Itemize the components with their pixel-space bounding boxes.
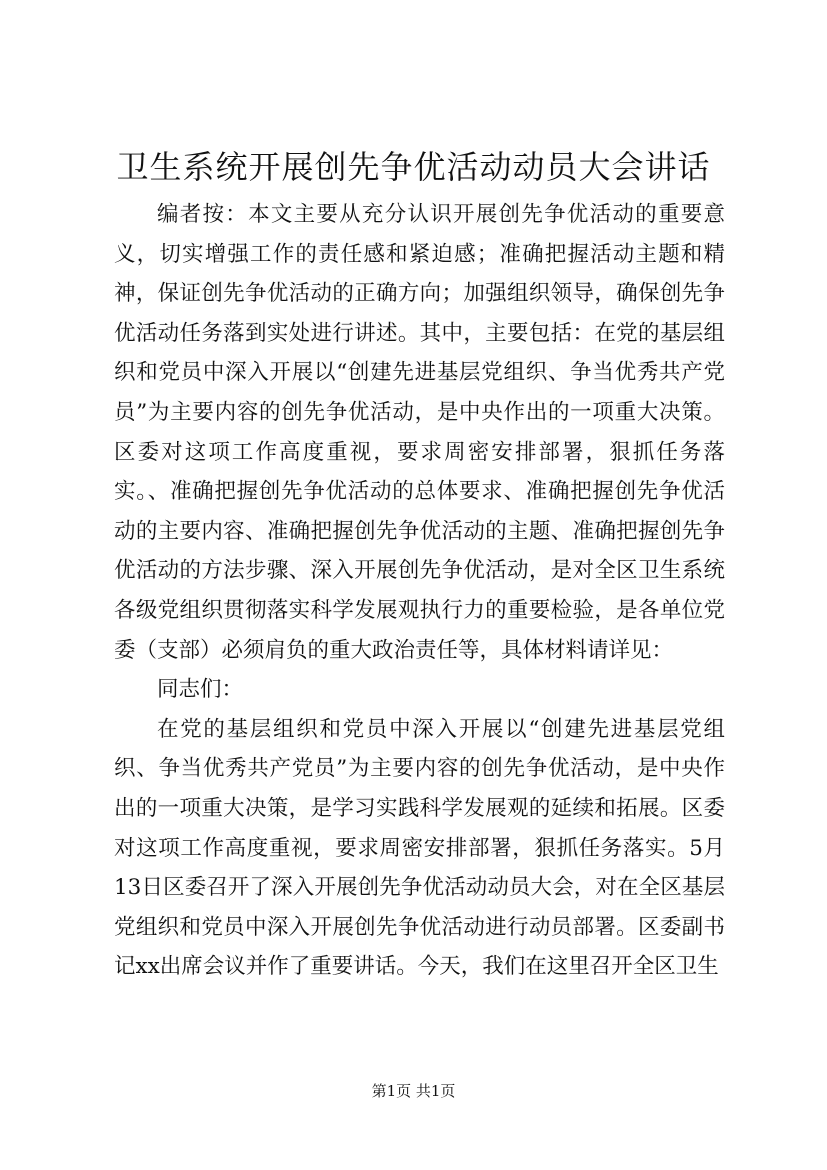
document-body [114,195,725,987]
speech-paragraph: 在党的基层组织和党员中深入开展以“创建先进基层党组织、争当优秀共产党员”为主要内容的创先争优活动，是中央作出的一项重大决策，是学习实践科学发展观的延续和拓展。区委对这项工作高度重视，要求周密安排部署，狠抓任务落实。5月13日区委召开了深入开展创先争优活动动员大会，对在全区基层党组织和党员中深入开展创先争优活动进行动员部署。区委副书记xx出席会议并作了重要讲话。今天，我们在这里召开全区卫生 [114,716,725,980]
salutation-paragraph: 同志们： [157,677,244,703]
document-title: 卫生系统开展创先争优活动动员大会讲话 [116,148,711,186]
page-number-footer: 第1页 共1页 [371,1082,456,1100]
editor-note-paragraph: 编者按：本文主要从充分认识开展创先争优活动的重要意义，切实增强工作的责任感和紧迫感；准确把握活动主题和精神，保证创先争优活动的正确方向；加强组织领导，确保创先争优活动任务落到实处进行讲述。其中，主要包括：在党的基层组织和党员中深入开展以“创建先进基层党组织、争当优秀共产党员”为主要内容的创先争优活动，是中央作出的一项重大决策。区委对这项工作高度重视，要求周密安排部署，狠抓任务落实。、准确把握创先争优活动的总体要求、准确把握创先争优活动的主要内容、准确把握创先争优活动的主题、准确把握创先争优活动的方法步骤、深入开展创先争优活动，是对全区卫生系统各级党组织贯彻落实科学发展观执行力的重要检验，是各单位党委（支部）必须肩负的重大政治责任等，具体材料请详见： [114,202,725,663]
